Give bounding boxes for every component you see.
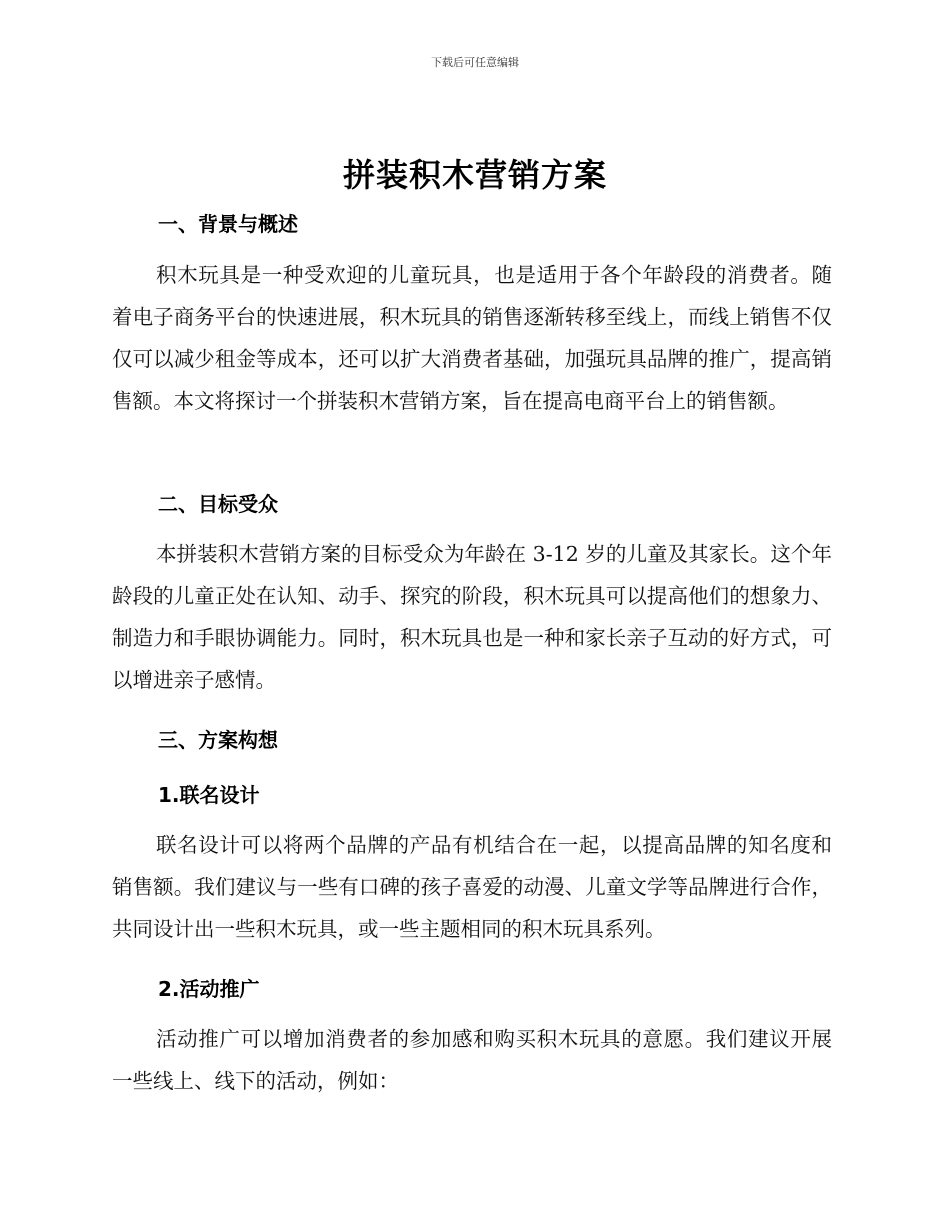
paragraph-promotion: 活动推广可以增加消费者的参加感和购买积木玩具的意愿。我们建议开展一些线上、线下的活动，例如： xyxy=(112,1027,832,1093)
page-header-note: 下载后可任意编辑 xyxy=(431,56,519,69)
paragraph-co-branding: 联名设计可以将两个品牌的产品有机结合在一起，以提高品牌的知名度和销售额。我们建议与一些有口碑的孩子喜爱的动漫、儿童文学等品牌进行合作，共同设计出一些积木玩具，或一些主题相同的积木玩具系列。 xyxy=(112,833,832,941)
paragraph-background: 积木玩具是一种受欢迎的儿童玩具，也是适用于各个年龄段的消费者。随着电子商务平台的快速进展，积木玩具的销售逐渐转移至线上，而线上销售不仅仅可以减少租金等成本，还可以扩大消费者基础，加强玩具品牌的推广，提高销售额。本文将探讨一个拼装积木营销方案，旨在提高电商平台上的销售额。 xyxy=(112,263,832,413)
subsection-heading-co-branding: 1.联名设计 xyxy=(158,783,260,807)
document-title: 拼装积木营销方案 xyxy=(342,156,607,194)
subsection-heading-promotion: 2.活动推广 xyxy=(158,977,260,1001)
section-heading-plan-concept: 三、方案构想 xyxy=(158,728,278,752)
paragraph-target-audience: 本拼装积木营销方案的目标受众为年龄在 3-12 岁的儿童及其家长。这个年龄段的儿童正处在认知、动手、探究的阶段，积木玩具可以提高他们的想象力、制造力和手眼协调能力。同时，积木玩具也是一种和家长亲子互动的好方式，可以增进亲子感情。 xyxy=(112,542,832,692)
section-heading-background: 一、背景与概述 xyxy=(158,212,298,236)
section-heading-target-audience: 二、目标受众 xyxy=(158,492,278,516)
